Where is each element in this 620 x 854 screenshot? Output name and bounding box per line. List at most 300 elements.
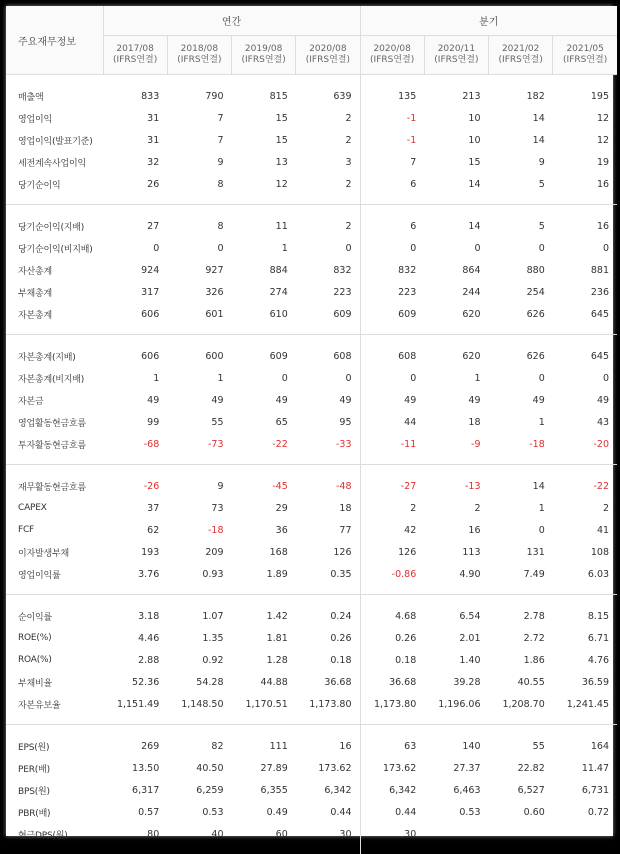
table-cell: -18	[489, 433, 553, 465]
table-cell: 44	[360, 411, 424, 433]
table-cell	[489, 823, 553, 854]
period-date: 2021/02	[489, 44, 552, 55]
row-label: 자본금	[6, 389, 103, 411]
period-header	[232, 36, 296, 75]
row-label: 부채비율	[6, 671, 103, 693]
row-label: BPS(원)	[6, 779, 103, 801]
table-cell: 1,170.51	[232, 693, 296, 725]
period-basis: (IFRS연결)	[425, 55, 488, 66]
table-cell: 609	[296, 303, 360, 335]
table-cell: 6,317	[103, 779, 167, 801]
table-cell: 31	[103, 107, 167, 129]
quarter-header: 분기	[360, 6, 617, 36]
table-cell: 55	[167, 411, 231, 433]
table-cell: 0.26	[360, 627, 424, 649]
table-row	[6, 259, 617, 281]
table-cell: 6,731	[553, 779, 617, 801]
table-row	[6, 671, 617, 693]
table-cell: 10	[424, 107, 488, 129]
table-cell: 209	[167, 541, 231, 563]
financial-summary-panel	[6, 6, 613, 836]
table-cell: 18	[424, 411, 488, 433]
table-cell: 620	[424, 303, 488, 335]
table-cell: 881	[553, 259, 617, 281]
table-cell: 12	[553, 129, 617, 151]
period-date: 2020/08	[296, 44, 359, 55]
table-cell: 49	[360, 389, 424, 411]
row-label: 당기순이익	[6, 173, 103, 205]
table-cell: 1.89	[232, 563, 296, 595]
table-cell: 924	[103, 259, 167, 281]
table-cell: 2.78	[489, 595, 553, 628]
table-cell: 49	[424, 389, 488, 411]
table-row	[6, 757, 617, 779]
table-cell: 8.15	[553, 595, 617, 628]
table-cell: 36.68	[360, 671, 424, 693]
table-cell: 193	[103, 541, 167, 563]
table-cell: 9	[489, 151, 553, 173]
table-cell: 2.72	[489, 627, 553, 649]
table-row	[6, 205, 617, 238]
table-cell: 269	[103, 725, 167, 758]
table-cell: 0	[103, 237, 167, 259]
table-cell: 608	[360, 335, 424, 368]
table-row	[6, 433, 617, 465]
period-basis: (IFRS연결)	[553, 55, 617, 66]
table-cell: 0.60	[489, 801, 553, 823]
table-cell: 326	[167, 281, 231, 303]
table-cell: 7	[167, 129, 231, 151]
table-cell: 164	[553, 725, 617, 758]
table-cell: 4.76	[553, 649, 617, 671]
table-cell: 0.24	[296, 595, 360, 628]
table-row	[6, 693, 617, 725]
table-row	[6, 389, 617, 411]
table-cell: 0	[489, 367, 553, 389]
table-cell: 26	[103, 173, 167, 205]
table-cell: -22	[553, 465, 617, 498]
table-cell: 0	[489, 519, 553, 541]
table-cell: 39.28	[424, 671, 488, 693]
table-cell: 95	[296, 411, 360, 433]
table-cell: 182	[489, 75, 553, 108]
table-cell: 6,342	[360, 779, 424, 801]
table-cell: -1	[360, 129, 424, 151]
table-cell: 14	[424, 173, 488, 205]
table-row	[6, 129, 617, 151]
table-cell: 3.76	[103, 563, 167, 595]
table-cell: 626	[489, 303, 553, 335]
table-cell: 49	[167, 389, 231, 411]
table-cell: 880	[489, 259, 553, 281]
table-cell: -20	[553, 433, 617, 465]
corner-label: 주요재무정보	[6, 6, 103, 75]
table-row	[6, 649, 617, 671]
row-label: 세전계속사업이익	[6, 151, 103, 173]
row-group	[6, 465, 617, 595]
table-cell: 168	[232, 541, 296, 563]
table-cell	[424, 823, 488, 854]
table-cell: 600	[167, 335, 231, 368]
table-cell: 13	[232, 151, 296, 173]
table-cell: 2	[296, 107, 360, 129]
table-cell: 43	[553, 411, 617, 433]
table-cell: 927	[167, 259, 231, 281]
table-cell: 1.28	[232, 649, 296, 671]
table-cell: 0	[296, 367, 360, 389]
row-label: 당기순이익(비지배)	[6, 237, 103, 259]
table-cell: 40.50	[167, 757, 231, 779]
table-cell: 609	[360, 303, 424, 335]
table-cell: 2	[424, 497, 488, 519]
row-group	[6, 335, 617, 465]
table-cell: -68	[103, 433, 167, 465]
table-cell: 12	[232, 173, 296, 205]
table-cell: 31	[103, 129, 167, 151]
table-cell: 274	[232, 281, 296, 303]
table-cell: 6.03	[553, 563, 617, 595]
table-cell: 173.62	[296, 757, 360, 779]
row-label: 자본유보율	[6, 693, 103, 725]
table-cell: 3	[296, 151, 360, 173]
row-label: FCF	[6, 519, 103, 541]
table-cell: 16	[424, 519, 488, 541]
table-cell: 30	[296, 823, 360, 854]
table-cell: 195	[553, 75, 617, 108]
table-cell: 18	[296, 497, 360, 519]
table-cell: 49	[232, 389, 296, 411]
table-cell: -18	[167, 519, 231, 541]
row-label: CAPEX	[6, 497, 103, 519]
table-cell: 2	[360, 497, 424, 519]
table-cell: 0.92	[167, 649, 231, 671]
table-cell: 7.49	[489, 563, 553, 595]
table-row	[6, 497, 617, 519]
table-row	[6, 173, 617, 205]
period-date: 2019/08	[232, 44, 295, 55]
table-cell: 60	[232, 823, 296, 854]
period-header	[424, 36, 488, 75]
table-cell: 8	[167, 173, 231, 205]
period-header	[103, 36, 167, 75]
table-row	[6, 823, 617, 854]
period-header	[296, 36, 360, 75]
table-cell: 36	[232, 519, 296, 541]
table-cell: 0	[489, 237, 553, 259]
table-cell: 99	[103, 411, 167, 433]
table-cell: 244	[424, 281, 488, 303]
table-cell: 42	[360, 519, 424, 541]
row-group	[6, 75, 617, 205]
table-cell: 73	[167, 497, 231, 519]
period-basis: (IFRS연결)	[232, 55, 295, 66]
table-cell: 27.89	[232, 757, 296, 779]
row-label: 자본총계(비지배)	[6, 367, 103, 389]
row-label: 영업이익	[6, 107, 103, 129]
row-group	[6, 205, 617, 335]
table-row	[6, 151, 617, 173]
table-cell: 14	[424, 205, 488, 238]
table-cell: 4.90	[424, 563, 488, 595]
table-cell: 6	[360, 173, 424, 205]
table-cell: 1.40	[424, 649, 488, 671]
table-cell: 1,173.80	[296, 693, 360, 725]
row-label: 부채총계	[6, 281, 103, 303]
table-cell: 0.18	[360, 649, 424, 671]
table-cell: 15	[232, 129, 296, 151]
table-cell: 0.49	[232, 801, 296, 823]
table-cell: 15	[424, 151, 488, 173]
table-cell: 0	[553, 367, 617, 389]
table-cell: 223	[360, 281, 424, 303]
row-label: ROE(%)	[6, 627, 103, 649]
period-date: 2020/08	[361, 44, 424, 55]
table-cell: 15	[232, 107, 296, 129]
table-cell: 4.46	[103, 627, 167, 649]
table-cell: 113	[424, 541, 488, 563]
period-basis: (IFRS연결)	[489, 55, 552, 66]
table-cell: 0	[167, 237, 231, 259]
row-label: ROA(%)	[6, 649, 103, 671]
table-cell: 77	[296, 519, 360, 541]
table-cell: 1.86	[489, 649, 553, 671]
table-row	[6, 107, 617, 129]
table-cell: 0.53	[167, 801, 231, 823]
row-group	[6, 725, 617, 854]
period-header	[167, 36, 231, 75]
table-cell: -48	[296, 465, 360, 498]
row-label: 이자발생부채	[6, 541, 103, 563]
table-row	[6, 779, 617, 801]
table-cell: 49	[489, 389, 553, 411]
table-cell: 55	[489, 725, 553, 758]
table-cell: 0.72	[553, 801, 617, 823]
table-cell: 0	[424, 237, 488, 259]
table-cell: 1	[232, 237, 296, 259]
table-cell: 16	[296, 725, 360, 758]
table-cell: -22	[232, 433, 296, 465]
table-cell: 65	[232, 411, 296, 433]
table-cell: 14	[489, 129, 553, 151]
table-cell: 41	[553, 519, 617, 541]
table-cell: 9	[167, 465, 231, 498]
table-cell: 6,342	[296, 779, 360, 801]
table-cell: 1	[167, 367, 231, 389]
table-row	[6, 541, 617, 563]
table-cell: 6	[360, 205, 424, 238]
table-cell: 16	[553, 205, 617, 238]
table-cell: 16	[553, 173, 617, 205]
table-cell: 49	[296, 389, 360, 411]
table-cell: 1,196.06	[424, 693, 488, 725]
annual-header: 연간	[103, 6, 360, 36]
table-row	[6, 411, 617, 433]
period-date: 2020/11	[425, 44, 488, 55]
period-basis: (IFRS연결)	[361, 55, 424, 66]
table-cell: 40	[167, 823, 231, 854]
table-cell: -11	[360, 433, 424, 465]
table-cell: 36.59	[553, 671, 617, 693]
table-cell: 6,355	[232, 779, 296, 801]
table-cell: -1	[360, 107, 424, 129]
table-cell: 236	[553, 281, 617, 303]
table-cell: 111	[232, 725, 296, 758]
table-cell: 131	[489, 541, 553, 563]
row-label: 영업이익(발표기준)	[6, 129, 103, 151]
table-cell: -73	[167, 433, 231, 465]
table-cell: 2	[296, 129, 360, 151]
table-cell: 0	[232, 367, 296, 389]
table-cell: 609	[232, 335, 296, 368]
table-cell: 317	[103, 281, 167, 303]
table-cell: -27	[360, 465, 424, 498]
table-row	[6, 237, 617, 259]
table-cell: 213	[424, 75, 488, 108]
table-cell: 5	[489, 205, 553, 238]
table-row	[6, 627, 617, 649]
period-date: 2021/05	[553, 44, 617, 55]
table-cell: 1,241.45	[553, 693, 617, 725]
table-cell: 80	[103, 823, 167, 854]
table-cell: 62	[103, 519, 167, 541]
row-label: 투자활동현금흐름	[6, 433, 103, 465]
table-cell: 6,527	[489, 779, 553, 801]
table-cell: 14	[489, 107, 553, 129]
table-cell: 884	[232, 259, 296, 281]
table-row	[6, 75, 617, 108]
table-cell: -13	[424, 465, 488, 498]
row-label: PER(배)	[6, 757, 103, 779]
table-cell: 30	[360, 823, 424, 854]
row-label: EPS(원)	[6, 725, 103, 758]
table-cell: 29	[232, 497, 296, 519]
table-cell: 0.18	[296, 649, 360, 671]
table-row	[6, 725, 617, 758]
table-row	[6, 465, 617, 498]
row-label: 순이익률	[6, 595, 103, 628]
table-cell: 833	[103, 75, 167, 108]
row-label: 재무활동현금흐름	[6, 465, 103, 498]
table-cell: 1,151.49	[103, 693, 167, 725]
table-cell: 1,173.80	[360, 693, 424, 725]
period-basis: (IFRS연결)	[296, 55, 359, 66]
table-cell: 0.44	[360, 801, 424, 823]
table-row	[6, 595, 617, 628]
table-cell: 1,208.70	[489, 693, 553, 725]
table-cell: 0.26	[296, 627, 360, 649]
row-label: 자본총계	[6, 303, 103, 335]
table-cell: 601	[167, 303, 231, 335]
table-cell: 82	[167, 725, 231, 758]
table-row	[6, 801, 617, 823]
table-cell: 0.53	[424, 801, 488, 823]
table-cell: -33	[296, 433, 360, 465]
row-label: 영업활동현금흐름	[6, 411, 103, 433]
table-row	[6, 367, 617, 389]
table-cell: 32	[103, 151, 167, 173]
table-cell: 1	[489, 497, 553, 519]
table-cell: 11.47	[553, 757, 617, 779]
table-cell: 254	[489, 281, 553, 303]
table-row	[6, 563, 617, 595]
period-date: 2017/08	[104, 44, 167, 55]
table-cell: -45	[232, 465, 296, 498]
period-header	[553, 36, 617, 75]
table-row	[6, 281, 617, 303]
table-cell: 140	[424, 725, 488, 758]
table-cell: 49	[553, 389, 617, 411]
table-cell: 608	[296, 335, 360, 368]
period-basis: (IFRS연결)	[168, 55, 231, 66]
table-cell: 44.88	[232, 671, 296, 693]
row-label: 당기순이익(지배)	[6, 205, 103, 238]
table-cell: 223	[296, 281, 360, 303]
table-cell: 606	[103, 303, 167, 335]
row-label: 자본총계(지배)	[6, 335, 103, 368]
table-cell: -0.86	[360, 563, 424, 595]
table-cell: 2.01	[424, 627, 488, 649]
table-cell: 1.35	[167, 627, 231, 649]
table-cell: 13.50	[103, 757, 167, 779]
table-cell: 27.37	[424, 757, 488, 779]
table-cell: 2	[296, 205, 360, 238]
row-label: 현금DPS(원)	[6, 823, 103, 854]
table-cell: 27	[103, 205, 167, 238]
table-row	[6, 303, 617, 335]
row-group	[6, 595, 617, 725]
table-cell: 832	[296, 259, 360, 281]
row-label: 영업이익률	[6, 563, 103, 595]
period-header	[489, 36, 553, 75]
table-cell: 14	[489, 465, 553, 498]
table-cell: 2	[296, 173, 360, 205]
table-cell: 7	[167, 107, 231, 129]
table-cell: 40.55	[489, 671, 553, 693]
table-cell: 610	[232, 303, 296, 335]
period-basis: (IFRS연결)	[104, 55, 167, 66]
table-cell: 864	[424, 259, 488, 281]
table-cell: 6.54	[424, 595, 488, 628]
table-cell: 1	[424, 367, 488, 389]
table-cell: 37	[103, 497, 167, 519]
table-cell: 54.28	[167, 671, 231, 693]
table-cell: 0.35	[296, 563, 360, 595]
row-label: PBR(배)	[6, 801, 103, 823]
table-cell: 645	[553, 303, 617, 335]
table-cell: 832	[360, 259, 424, 281]
table-cell: 1	[489, 411, 553, 433]
table-cell: 36.68	[296, 671, 360, 693]
table-cell: 52.36	[103, 671, 167, 693]
table-cell: 22.82	[489, 757, 553, 779]
table-cell	[553, 823, 617, 854]
table-cell: 0	[296, 237, 360, 259]
table-cell: 2	[553, 497, 617, 519]
table-cell: 11	[232, 205, 296, 238]
table-cell: 3.18	[103, 595, 167, 628]
row-label: 자산총계	[6, 259, 103, 281]
table-cell: 173.62	[360, 757, 424, 779]
table-cell: 7	[360, 151, 424, 173]
table-cell: 12	[553, 107, 617, 129]
table-cell: 645	[553, 335, 617, 368]
table-cell: 108	[553, 541, 617, 563]
table-row	[6, 519, 617, 541]
table-cell: 4.68	[360, 595, 424, 628]
table-cell: 8	[167, 205, 231, 238]
table-cell: 1,148.50	[167, 693, 231, 725]
table-cell: 135	[360, 75, 424, 108]
